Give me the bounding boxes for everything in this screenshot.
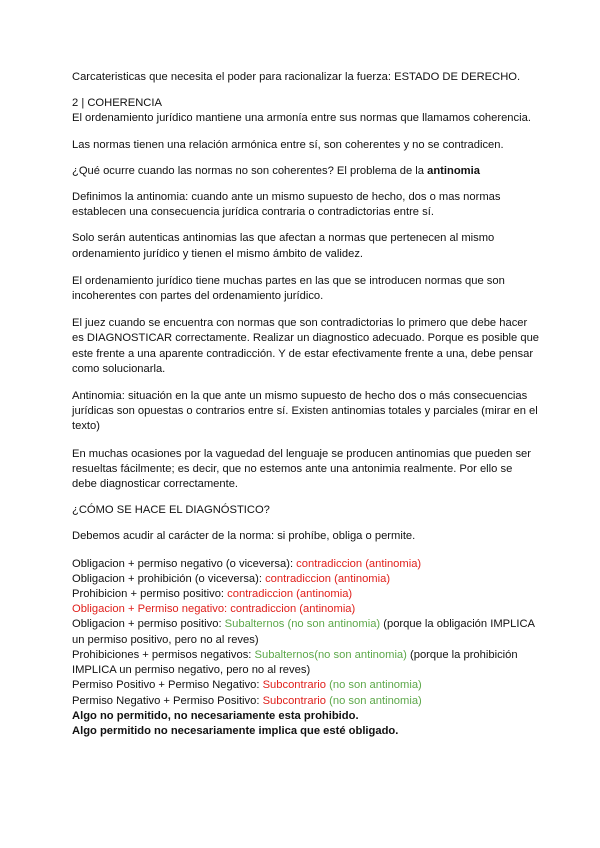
paragraph-autenticas: Solo serán autenticas antinomias las que afectan a normas que pertenecen al mismo ordenamiento jurídico y tienen el mismo ámbito de validez. xyxy=(72,232,495,260)
paragraph-caracter: Debemos acudir al carácter de la norma: si prohíbe, obliga o permite. xyxy=(72,530,416,543)
rule-result: contradiccion (antinomia) xyxy=(265,572,391,585)
rule-combination: Obligacion + permiso negativo (o viceversa): xyxy=(72,557,297,570)
paragraph-coherencia: El ordenamiento jurídico mantiene una armonía entre sus normas que llamamos coherencia. xyxy=(72,112,531,125)
conclusion-line: Algo permitido no necesariamente implica que esté obligado. xyxy=(72,724,399,737)
rule-result: contradiccion (antinomia) xyxy=(227,588,353,601)
rule-combination: Obligacion + prohibición (o viceversa): xyxy=(72,572,266,585)
document-body xyxy=(72,70,540,739)
list-item xyxy=(72,617,540,647)
list-item xyxy=(72,587,540,602)
rule-combination: Prohibicion + permiso positivo: xyxy=(72,588,228,601)
rule-note: (no son antinomia) xyxy=(329,694,422,707)
list-item xyxy=(72,648,540,678)
list-item xyxy=(72,572,540,587)
list-item xyxy=(72,694,540,709)
question-antinomia xyxy=(72,164,540,179)
list-item xyxy=(72,678,540,693)
rule-combination: Obligacion + permiso positivo: xyxy=(72,618,225,631)
question-diagnostico: ¿CÓMO SE HACE EL DIAGNÓSTICO? xyxy=(72,504,270,517)
paragraph-relacion: Las normas tienen una relación armónica entre sí, son coherentes y no se contradicen. xyxy=(72,138,504,151)
rules-list xyxy=(72,557,540,739)
rule-note: (porque la prohibición IMPLICA un permiso negativo, pero no al reves) xyxy=(72,648,518,677)
rule-combination: Permiso Positivo + Permiso Negativo: xyxy=(72,679,263,692)
rule-result: Subcontrario xyxy=(262,694,327,707)
paragraph-definicion: Definimos la antinomia: cuando ante un mismo supuesto de hecho, dos o mas normas establecen una consecuencia jurídica contraria o contradictorias entre sí. xyxy=(72,191,501,219)
conclusion-line: Algo no permitido, no necesariamente esta prohibido. xyxy=(72,709,359,722)
rule-combination: Prohibiciones + permisos negativos: xyxy=(72,648,255,661)
paragraph-partes: El ordenamiento jurídico tiene muchas partes en las que se introducen normas que son incoherentes con partes del ordenamiento jurídico. xyxy=(72,274,505,303)
intro-line: Carcateristicas que necesita el poder para racionalizar la fuerza: ESTADO DE DERECHO. xyxy=(72,71,521,83)
section-heading: 2 | COHERENCIA xyxy=(72,97,162,110)
rule-combination: Permiso Negativo + Permiso Positivo: xyxy=(72,694,263,707)
question-text: ¿Qué ocurre cuando las normas no son coherentes? El problema de la xyxy=(72,164,428,177)
paragraph-vaguedad: En muchas ocasiones por la vaguedad del lenguaje se producen antinomias que pueden ser resueltas fácilmente; es decir, que no estemos ante una antonimia realmente. Por ello se debe diagnosticar correctamente. xyxy=(72,447,532,491)
list-item xyxy=(72,557,540,572)
rule-result: contradiccion (antinomia) xyxy=(296,557,422,570)
rule-result: Subcontrario xyxy=(262,679,327,692)
rule-result: Subalternos (no son antinomia) xyxy=(224,618,381,631)
rule-note: (porque la obligación IMPLICA un permiso positivo, pero no al reves) xyxy=(72,618,535,646)
rule-result: Subalternos(no son antinomia) xyxy=(254,648,407,661)
question-bold-term: antinomia xyxy=(427,164,480,177)
paragraph-antinomia-def: Antinomia: situación en la que ante un mismo supuesto de hecho dos o más consecuencias jurídicas son opuestas o contrarios entre sí. Existen antinomias totales y parciales (mirar en el texto) xyxy=(72,390,538,433)
paragraph-juez: El juez cuando se encuentra con normas que son contradictorias lo primero que debe hacer es DIAGNOSTICAR correctamente. Realizar un diagnostico adecuado. Porque es posible que este frente a una aparente contradicción. Y de estar efectivamente frente a una, debe pensar como solucionarla. xyxy=(72,317,540,375)
rule-note: (no son antinomia) xyxy=(329,679,422,692)
list-item: Obligacion + Permiso negativo: contradiccion (antinomia) xyxy=(72,603,356,616)
